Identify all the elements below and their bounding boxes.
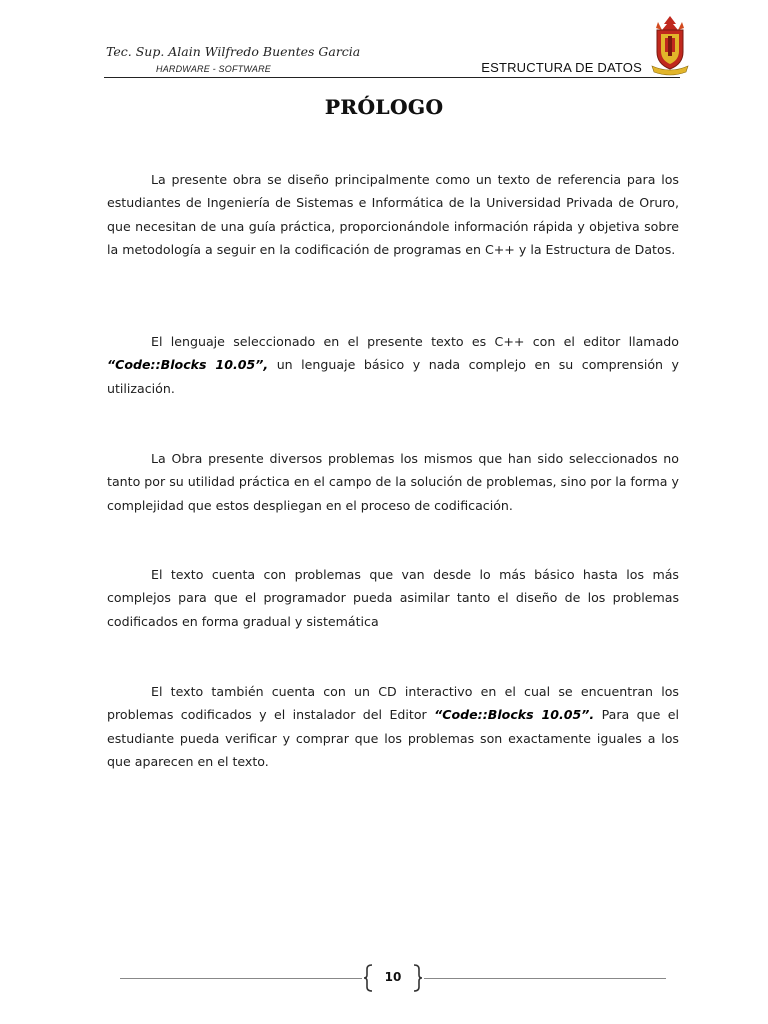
paragraph-1-text: La presente obra se diseño principalmente como un texto de referencia para los estudiantes de Ingeniería de Sistemas e Informática de la Universidad Privada de Oruro, que necesitan de una guía práctica, proporcionándole información rápida y objetiva sobre la metodología a seguir en la codificación de programas en C++ y la Estructura de Datos.	[107, 172, 679, 257]
paragraph-5-text-start: El texto también cuenta con un CD interactivo en el cual se encuentran los problemas codificados y el instalador del Editor	[107, 684, 679, 723]
page-number: 10	[384, 970, 402, 984]
paragraph-1	[107, 168, 679, 261]
page-title: PRÓLOGO	[324, 95, 444, 119]
paragraph-5-text-end: Para que el estudiante pueda verificar y comprar que los problemas son exactamente iguales a los que aparecen en el texto.	[107, 707, 679, 769]
paragraph-2	[107, 330, 679, 400]
paragraph-4-text: El texto cuenta con problemas que van desde lo más básico hasta los más complejos para que el programador pueda asimilar tanto el diseño de los problemas codificados en forma gradual y sistemática	[107, 567, 679, 629]
paragraph-2-text-end: un lenguaje básico y nada complejo en su comprensión y utilización.	[107, 357, 680, 396]
footer-rule-left	[120, 978, 362, 979]
university-crest-icon	[650, 14, 690, 76]
header-author: Tec. Sup. Alain Wilfredo Buentes Garcia	[106, 44, 361, 59]
paragraph-5-editor-name: “Code::Blocks 10.05”.	[434, 707, 595, 723]
paragraph-2-text-start: El lenguaje seleccionado en el presente texto es C++ con el editor llamado	[151, 334, 679, 349]
paragraph-3	[107, 447, 679, 517]
footer-rule-right	[424, 978, 666, 979]
header-subtitle: HARDWARE - SOFTWARE	[156, 64, 271, 74]
paragraph-3-text: La Obra presente diversos problemas los mismos que han sido seleccionados no tanto por su utilidad práctica en el campo de la solución de problemas, sino por la forma y complejidad que estos despliegan en el proceso de codificación.	[107, 451, 679, 513]
paragraph-4	[107, 563, 679, 633]
header-rule	[104, 77, 680, 78]
paragraph-5	[107, 680, 679, 773]
paragraph-2-editor-name: “Code::Blocks 10.05”,	[107, 357, 269, 373]
header-course-title: ESTRUCTURA DE DATOS	[481, 60, 642, 75]
